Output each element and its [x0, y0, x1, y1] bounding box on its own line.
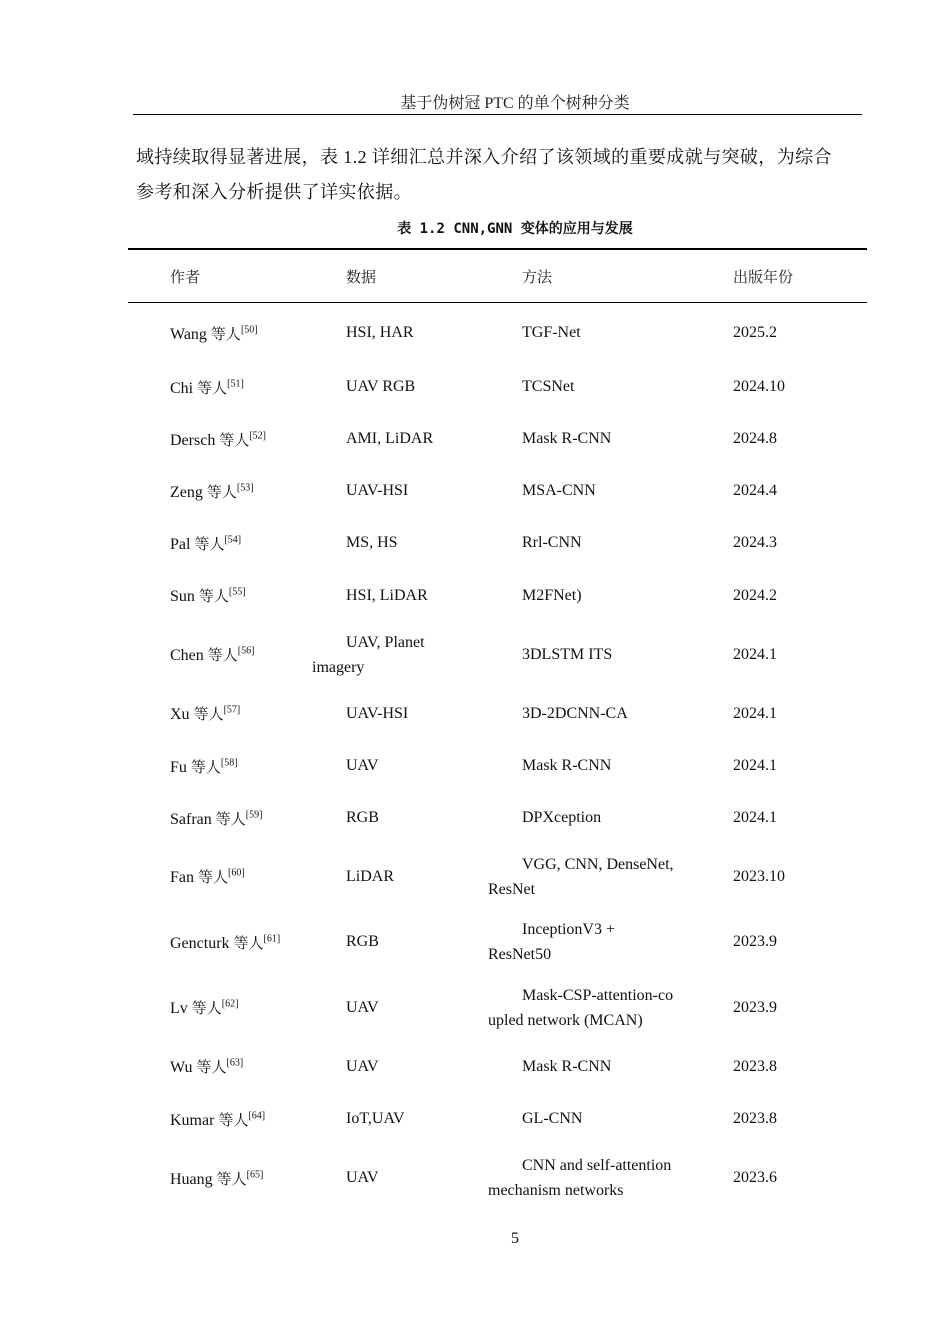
author-suffix: 等人 [216, 1169, 247, 1188]
method-line-2: upled network (MCAN) [488, 1011, 643, 1029]
cell-method: MSA-CNN [522, 482, 596, 499]
citation-ref: [60] [228, 867, 245, 879]
cell-method: TGF-Net [522, 324, 581, 341]
citation-ref: [59] [245, 809, 263, 821]
author-name: Sun [170, 588, 195, 605]
cell-method: Mask R-CNN [522, 1057, 612, 1075]
table-caption: 表 1.2 CNN,GNN 变体的应用与发展 [397, 221, 633, 237]
author-suffix: 等人 [233, 933, 264, 952]
method-line-2: mechanism networks [488, 1182, 624, 1199]
author-suffix: 等人 [198, 868, 229, 886]
cell-method: TCSNet [522, 378, 575, 395]
citation-ref: [54] [224, 534, 242, 546]
header-method: 方法 [522, 267, 553, 286]
cell-method: GL-CNN [522, 1110, 583, 1127]
cell-data: RGB [346, 809, 379, 826]
author-name: Xu [170, 706, 190, 723]
cell-data: HSI, LiDAR [346, 586, 428, 604]
citation-ref: [65] [246, 1169, 264, 1181]
cell-author [170, 844, 330, 909]
cell-year: 2024.8 [733, 430, 777, 447]
author-suffix: 等人 [207, 646, 238, 664]
cell-data: UAV RGB [346, 378, 416, 395]
cell-year: 2023.9 [733, 933, 777, 950]
cell-data [312, 622, 474, 687]
cell-method: 3D-2DCNN-CA [522, 704, 628, 722]
header-year: 出版年份 [733, 267, 794, 286]
cell-year: 2024.4 [733, 482, 777, 499]
cell-year: 2023.8 [733, 1110, 777, 1127]
author-name: Gencturk [170, 934, 230, 952]
cell-method [488, 975, 686, 1040]
author-name: Fan [170, 869, 194, 886]
author-name: Dersch [170, 431, 216, 449]
cell-year: 2024.3 [733, 534, 777, 551]
cell-method: M2FNet) [522, 586, 582, 604]
author-name: Lv [170, 1000, 188, 1017]
cell-year: 2024.2 [733, 586, 777, 604]
cell-year: 2024.1 [733, 757, 777, 774]
table-row [128, 1145, 867, 1211]
cell-data: UAV [346, 998, 379, 1016]
header-data: 数据 [346, 267, 377, 286]
cell-data: LiDAR [346, 867, 394, 885]
table-row [128, 305, 867, 361]
cell-author [170, 413, 330, 465]
author-suffix: 等人 [210, 324, 241, 343]
author-suffix: 等人 [191, 999, 222, 1017]
intro-line-2: 参考和深入分析提供了详实依据。 [136, 182, 412, 202]
author-suffix: 等人 [190, 757, 221, 776]
method-line-1: CNN and self-attention [522, 1157, 672, 1174]
method-line-2: ResNet50 [488, 946, 552, 963]
cell-year: 2024.10 [733, 378, 785, 395]
author-name: Fu [170, 758, 187, 776]
author-name: Safran [170, 810, 212, 828]
cell-data: RGB [346, 933, 379, 950]
citation-ref: [53] [236, 482, 254, 494]
cell-author [170, 909, 330, 975]
cell-data: UAV [346, 757, 379, 774]
cell-year: 2024.1 [733, 809, 777, 826]
author-suffix: 等人 [194, 534, 225, 553]
cell-method: Mask R-CNN [522, 430, 612, 447]
intro-paragraph [136, 140, 866, 210]
author-suffix: 等人 [206, 482, 237, 501]
cell-method [488, 909, 686, 975]
table-row [128, 465, 867, 517]
cell-data: AMI, LiDAR [346, 430, 434, 447]
cell-method: Mask R-CNN [522, 757, 612, 774]
cell-data: UAV-HSI [346, 482, 409, 499]
table-row [128, 687, 867, 740]
table-row [128, 413, 867, 465]
data-line-1: UAV, Planet [346, 633, 425, 651]
cell-data: MS, HS [346, 534, 398, 551]
citation-ref: [52] [249, 430, 266, 442]
cell-data: HSI, HAR [346, 324, 414, 341]
author-name: Zeng [170, 483, 203, 501]
table-row [128, 569, 867, 622]
author-suffix: 等人 [196, 1058, 227, 1076]
author-name: Huang [170, 1170, 213, 1188]
table-body [128, 305, 867, 1211]
author-name: Chen [170, 647, 204, 664]
author-name: Wu [170, 1059, 193, 1076]
cell-year: 2023.6 [733, 1169, 777, 1186]
author-suffix: 等人 [215, 809, 246, 828]
table-header-row [128, 250, 867, 302]
page-number: 5 [511, 1230, 519, 1247]
method-line-1: VGG, CNN, DenseNet, [522, 855, 674, 873]
author-name: Pal [170, 535, 191, 553]
cell-author [170, 687, 330, 740]
table-row [128, 844, 867, 909]
table-row [128, 792, 867, 844]
cell-data: UAV [346, 1169, 379, 1186]
cell-year: 2024.1 [733, 704, 777, 722]
author-name: Wang [170, 325, 207, 343]
method-line-2: ResNet [488, 880, 536, 898]
cell-author [170, 1145, 330, 1211]
citation-ref: [51] [227, 378, 244, 390]
table-row [128, 622, 867, 687]
cell-author [170, 361, 330, 413]
cell-author [170, 740, 330, 792]
cell-author [170, 1093, 330, 1145]
author-suffix: 等人 [198, 587, 229, 605]
cell-year: 2023.10 [733, 867, 785, 885]
cell-author [170, 305, 330, 361]
citation-ref: [56] [237, 645, 255, 657]
table-row [128, 975, 867, 1040]
cell-year: 2024.1 [733, 645, 777, 663]
cell-data: UAV [346, 1057, 379, 1075]
cell-method: 3DLSTM ITS [522, 645, 613, 663]
cell-author [170, 569, 330, 622]
table-row [128, 909, 867, 975]
table-row [128, 740, 867, 792]
cell-data: UAV-HSI [346, 704, 409, 722]
cell-year: 2023.9 [733, 998, 777, 1016]
table-row [128, 1040, 867, 1093]
data-line-2: imagery [312, 658, 365, 676]
running-header: 基于伪树冠 PTC 的单个树种分类 [400, 95, 630, 112]
cell-year: 2023.8 [733, 1057, 777, 1075]
cell-author [170, 622, 330, 687]
table-row [128, 1093, 867, 1145]
cell-method [488, 844, 686, 909]
author-suffix: 等人 [218, 1110, 249, 1129]
citation-ref: [57] [223, 704, 241, 716]
cell-author [170, 792, 330, 844]
author-name: Chi [170, 379, 194, 397]
citation-ref: [63] [226, 1057, 244, 1069]
cell-method: DPXception [522, 809, 602, 826]
citation-ref: [64] [248, 1110, 266, 1122]
citation-ref: [50] [240, 324, 258, 336]
table-row [128, 361, 867, 413]
table-header-rule [128, 302, 867, 303]
cell-data: IoT,UAV [346, 1110, 405, 1127]
cell-author [170, 975, 330, 1040]
method-line-1: Mask-CSP-attention-co [522, 986, 674, 1004]
cell-method [488, 1145, 686, 1211]
method-line-1: InceptionV3 + [522, 921, 615, 938]
header-author: 作者 [170, 267, 201, 286]
cell-author [170, 1040, 330, 1093]
cell-author [170, 465, 330, 517]
header-rule [133, 114, 862, 115]
citation-ref: [62] [221, 998, 239, 1010]
table-row [128, 517, 867, 569]
cell-year: 2025.2 [733, 324, 777, 341]
author-suffix: 等人 [219, 430, 250, 449]
citation-ref: [58] [220, 757, 238, 769]
intro-line-1: 域持续取得显著进展，表 1.2 详细汇总并深入介绍了该领域的重要成就与突破，为综合 [136, 147, 832, 167]
cell-author [170, 517, 330, 569]
author-suffix: 等人 [193, 705, 224, 723]
author-name: Kumar [170, 1111, 215, 1129]
citation-ref: [55] [228, 586, 246, 598]
author-suffix: 等人 [197, 378, 228, 397]
results-table [128, 248, 867, 1211]
citation-ref: [61] [263, 933, 281, 945]
cell-method: Rrl-CNN [522, 534, 582, 551]
